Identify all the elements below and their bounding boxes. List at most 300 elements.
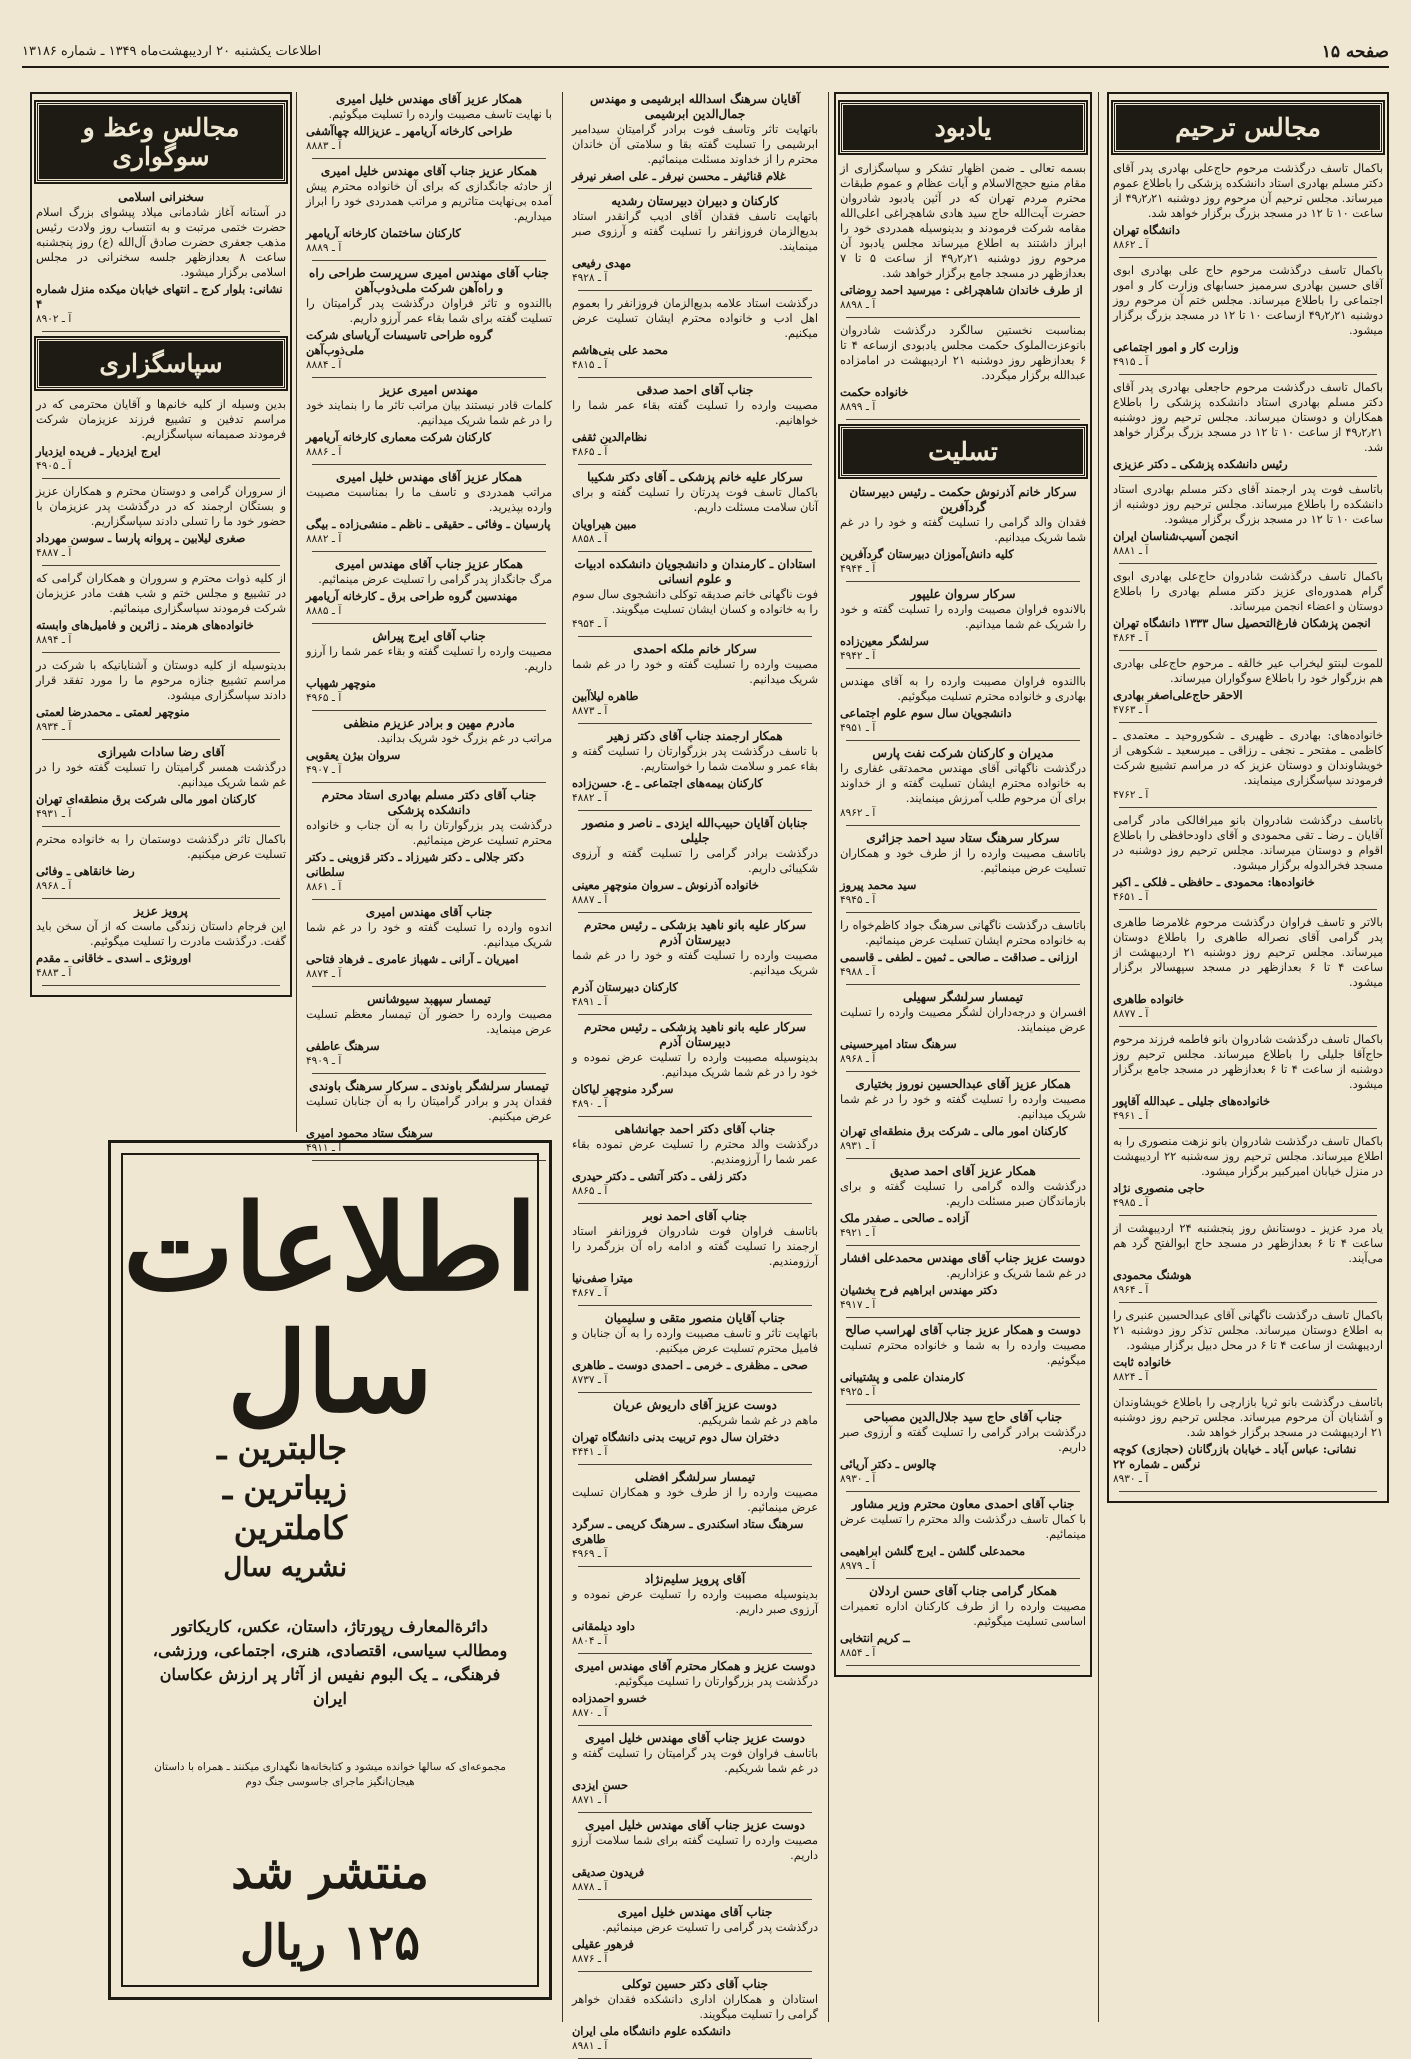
page-header [22, 40, 1389, 68]
notice-signature: فرهور عقیلی [572, 1937, 634, 1951]
notice-divider [846, 825, 1080, 826]
notice-body: مصیبت وارده را از طرف خود و همکاران تسلیت عرض مینمائیم. [572, 1486, 818, 1514]
notice-signature: داود دیلمقانی [572, 1619, 635, 1633]
notice-body: مصیبت وارده را تسلیت گفته برای شما سلامت آرزو داریم. [572, 1834, 818, 1862]
notice-code: آ ـ ۸۸۷۰ [572, 1707, 608, 1719]
notice-divider [578, 810, 812, 811]
notice-signature: حاجی منصوری نژاد [1113, 1181, 1205, 1195]
notice-code: آ ـ ۸۸۶۲ [1113, 239, 1149, 251]
notice-code: آ ـ ۸۹۳۱ [840, 1140, 876, 1152]
notice-item [572, 1398, 818, 1460]
notice-item [840, 990, 1086, 1067]
notice-addressee: همکار ارجمند جناب آقای دکتر زهیر [607, 729, 783, 743]
notice-addressee: سرکار علیه بانو ناهید پزشکی ـ رئیس محترم دبیرستان آذرم [583, 1020, 807, 1049]
notice-divider [578, 1653, 812, 1654]
notice-divider [1119, 563, 1377, 564]
notice-code: آ ـ ۸۸۷۱ [572, 1794, 608, 1806]
notice-addressee: پرویز عزیز [134, 904, 188, 918]
notice-signature: سرهنگ عاطفی [306, 1039, 380, 1053]
notice-divider [578, 551, 812, 552]
notice-body: باتهایت تاسف فقدان آقای ادیب گرانقدر استاد بدیع‌الزمان فروزانفر را تسلیت گفته و آرزوی صبر مینمایند. [572, 210, 818, 253]
notice-code: آ ـ ۴۹۴۲ [840, 650, 876, 662]
notice-body: باتاسف فراوان فوت پدر گرامیتان را تسلیت گفته و در غم شما شریکیم. [572, 1747, 818, 1775]
notice-body: با کمال تاسف درگذشت والد محترم را تسلیت عرض مینمائیم. [840, 1513, 1086, 1541]
notice-body: بمناسبت نخستین سالگرد درگذشت شادروان بانوعزت‌الملوک حکمت مجلس یادبودی ازساعه ۴ تا ۶ بعدازظهر روز دوشنبه ۲۱ اردیبهشت در امامزاده عبدالله برگزار میگردد. [840, 324, 1087, 382]
notice-code: آ ـ ۴۹۱۵ [1113, 356, 1149, 368]
notice-code: آ ـ ۸۸۷۸ [572, 1881, 608, 1893]
notice-body: مصیبت وارده را تسلیت گفته بقاء عمر شما را خواهانیم. [572, 399, 818, 427]
notice-body: مراتب همدردی و تاسف ما را بمناسبت مصیبت وارده بپذیرید. [306, 486, 552, 514]
notice-addressee: سرکار خانم ملکه احمدی [633, 642, 757, 656]
notice-body: باکمال تاسف فوت پدرتان را تسلیت گفته و برای آنان سلامت مسئلت داریم. [572, 486, 818, 514]
notice-divider [578, 377, 812, 378]
notice-divider [846, 1158, 1080, 1159]
notice-code: آ ـ ۴۹۲۸ [572, 272, 608, 284]
notice-signature: دکتر زلفی ـ دکتر آتشی ـ دکتر حیدری [572, 1169, 747, 1183]
notice-signature: طاهره لیلاآبین [572, 689, 639, 703]
notice-signature: منوچهر شهپاب [306, 676, 376, 690]
notice-body: کلمات قادر نیستند بیان مراتب تاثر ما را بنمایند خود را در غم شما شریک میدانیم. [306, 399, 552, 427]
notice-item [306, 92, 552, 154]
notice-divider [42, 898, 280, 899]
notice-signature: الاحقر حاج‌علی‌اصغر بهادری [1113, 688, 1243, 702]
notice-item [36, 904, 286, 981]
notice-body: باکمال تاسف درگذشت شادروان حاج‌علی بهادری ابوی گرام همدوره‌ای عزیز دکتر مسلم بهادری را باطلاع دوستان و اعضاء انجمن میرساند. [1113, 570, 1383, 613]
notice-divider [846, 317, 1080, 318]
notice-divider [1119, 1491, 1377, 1492]
notice-divider [846, 1491, 1080, 1492]
notice-item [572, 1659, 818, 1721]
notice-divider [1119, 909, 1377, 910]
notice-code: آ ـ ۸۸۸۳ [306, 140, 342, 152]
notice-body: مصیبت وارده را به شما و خانواده محترم تسلیت میگوئیم. [840, 1339, 1086, 1367]
notice-divider [578, 1116, 812, 1117]
notice-signature: رئیس دانشکده پزشکی ـ دکتر عزیزی [1113, 457, 1288, 471]
notice-body: مرگ جانگداز پدر گرامی را تسلیت عرض مینمائیم. [318, 573, 552, 586]
notice-signature: سرلشگر معین‌زاده [840, 634, 929, 648]
notice-item [572, 296, 818, 373]
notice-body: باتاسف درگذشت ناگهانی سرهنگ جواد کاظم‌خواه را به خانواده محترم ایشان تسلیت عرض مینمائیم. [840, 919, 1086, 947]
notice-divider [578, 1014, 812, 1015]
section-heading: مجالس وعظ و سوگواری [36, 102, 286, 182]
notice-item [572, 1020, 818, 1112]
notice-code: آ ـ ۸۹۰۲ [36, 313, 72, 325]
notice-signature: رضا خانقاهی ـ وفائی [36, 864, 135, 878]
notice-item [572, 1470, 818, 1562]
notice-addressee: آقای پرویز سلیم‌نژاد [644, 1572, 746, 1586]
notice-code: آ ـ ۸۸۷۷ [1113, 1008, 1149, 1020]
notice-code: آ ـ ۴۶۵۱ [1113, 891, 1149, 903]
notice-item [572, 470, 818, 547]
notice-body: استادان و همکاران اداری دانشکده فقدان خواهر گرامی را تسلیت میگویند. [572, 1993, 818, 2021]
notice-divider [578, 1566, 812, 1567]
notice-body: باتاسف مصیبت وارده را از طرف خود و همکاران تسلیت عرض مینمائیم. [840, 847, 1086, 875]
notice-addressee: آقایان سرهنگ اسدالله ابرشیمی و مهندس جمال‌الدین ابرشیمی [589, 92, 801, 121]
notice-divider [1119, 1302, 1377, 1303]
notice-divider [42, 985, 280, 986]
notice-code: آ ـ ۴۸۶۵ [572, 446, 608, 458]
notice-body: یاد مرد عزیز ـ دوستانش روز پنجشنبه ۲۴ اردیبهشت از ساعت ۴ تا ۶ بعدازظهر در مسجد حاج ابوالفتح گرد هم می‌آیند. [1113, 1222, 1383, 1265]
notice-addressee: مهندس امیری عزیز [379, 383, 479, 397]
notice-item [840, 674, 1086, 736]
notice-signature: سروان بیژن یعقوبی [306, 748, 401, 762]
notice-divider [42, 478, 280, 479]
notice-divider [1119, 476, 1377, 477]
notice-item [840, 918, 1086, 980]
notice-signature: صحی ـ مظفری ـ خرمی ـ احمدی دوست ـ طاهری [572, 1358, 808, 1372]
notice-body: بدین وسیله از کلیه خانم‌ها و آقایان محترمی که در مراسم تدفین و تشییع فرزند عزیزمان شرکت فرمودند صمیمانه سپاسگزاریم. [36, 398, 286, 441]
notice-addressee: جنابان آقایان حبیب‌الله ایزدی ـ ناصر و منصور جلیلی [582, 816, 808, 845]
advert-description: دائرةالمعارف رپورتاژ، داستان، عکس، کاریکاتور ومطالب سیاسی، اقتصادی، هنری، اجتماعی، ورزشی، فرهنگی، ـ یک‌ البوم نفیس از آثار پر ارزش عکاسان ایران [152, 1617, 508, 1708]
notice-item [1113, 813, 1383, 905]
advert-small-print: مجموعه‌ای که سالها خوانده میشود و کتابخانه‌ها نگهداری میکنند ـ همراه با داستان هیجان‌انگیز ماجرای جاسوسی جنگ دوم [154, 1761, 506, 1788]
notice-body: افسران و درجه‌داران لشگر مصیبت وارده را تسلیت عرض مینمایند. [840, 1006, 1086, 1034]
notice-signature: خانواده حکمت [840, 385, 909, 399]
notice-signature: انجمن پزشکان فارغ‌التحصیل سال ۱۳۳۳ دانشگاه تهران [1113, 616, 1371, 630]
notice-body: مصیبت وارده را تسلیت گفته و خود را در غم شما شریک میدانیم. [840, 1093, 1086, 1121]
notice-divider [1119, 374, 1377, 375]
notice-signature: کلیه دانش‌آموزان دبیرستان گردآفرین [840, 547, 1014, 561]
notice-addressee: دوست و همکار عزیز جناب آقای لهراسب صالح [845, 1323, 1081, 1337]
notice-item [1113, 656, 1383, 718]
notice-body: باکمال تاسف درگذشت مرحوم حاج‌علی بهادری پدر آقای دکتر مسلم بهادری استاد دانشکده پزشکی را باطلاع عموم میرساند. مجلس ترحیم آن مرحوم روز دوشنبه ۴۹٫۲٫۲۱ از ساعت ۱۰ تا ۱۲ در مسجد بزرگ برگزار خواهد شد. [1113, 162, 1383, 220]
notice-divider [1119, 807, 1377, 808]
section-box [30, 92, 292, 997]
notice-signature: غلام قنائیفر ـ محسن نیرفر ـ علی اصغر نیرفر [572, 169, 786, 183]
notice-addressee: تیمسار سرلشگر افضلی [634, 1470, 756, 1484]
notice-addressee: جناب آقای دکتر حسین توکلی [621, 1977, 769, 1991]
notice-code: آ ـ ۸۸۸۹ [306, 242, 342, 254]
notice-code: آ ـ ۸۸۸۲ [306, 533, 342, 545]
notice-divider [312, 158, 546, 159]
notice-code: آ ـ ۸۹۶۸ [36, 880, 72, 892]
notice-divider [312, 710, 546, 711]
notice-code: آ ـ ۴۹۵۴ [572, 618, 608, 630]
notice-divider [312, 1073, 546, 1074]
notice-divider [578, 912, 812, 913]
notice-item [1113, 728, 1383, 803]
notice-body: باکمال تاسف درگذشت شادروان بانو فاطمه فرزند مرحوم حاج‌آقا جلیلی را باطلاع میرساند. مجلس ترحیم روز دوشنبه از ساعت ۴ تا ۶ بعدازظهر در مسجد جامع برگزار میشود. [1113, 1033, 1383, 1091]
notice-addressee: جناب آقای دکتر احمد جهانشاهی [614, 1122, 776, 1136]
notice-item [36, 190, 286, 327]
notice-signature: دانشگاه تهران [1113, 223, 1180, 237]
notice-code: آ ـ ۴۹۰۷ [306, 764, 342, 776]
notice-item [306, 383, 552, 460]
notice-divider [846, 1245, 1080, 1246]
notice-addressee: همکار عزیز آقای مهندس خلیل امیری [335, 92, 523, 106]
notice-item [572, 918, 818, 1010]
notice-signature: سرهنگ ستاد محمود امیری [306, 1126, 433, 1140]
notice-code: آ ـ ۴۷۶۲ [1113, 789, 1149, 801]
notice-divider [42, 739, 280, 740]
advert-published: منتشر شد [231, 1845, 429, 1899]
notice-item [572, 1122, 818, 1199]
notice-body: در آستانه آغاز شادمانی میلاد پیشوای بزرگ اسلام حضرت ختمی مرتبت و به انتساب روز ولادت رئیس مذهب جعفری حضرت صادق آل‌الله (ع) روز پنجشنبه ساعت ۸ بعدازظهر جلسه سخنرانی در مجلس اسلامی برگزار میشود. [36, 206, 286, 279]
advert-tagline-3: کاملترین [233, 1509, 347, 1547]
notice-addressee: جناب آقای مهندس خلیل امیری [617, 1905, 773, 1919]
notice-body: للموت لبنتو لیخراب عیر خالقه ـ مرحوم حاج‌علی بهادری هم بزرگوار خود را باطلاع سوگواران میرساند. [1113, 657, 1383, 685]
notice-divider [846, 1665, 1080, 1666]
notice-item [306, 266, 552, 373]
notice-item [572, 1977, 818, 2054]
notice-code: آ ـ ۸۸۷۴ [306, 968, 342, 980]
notice-signature: محمدعلی گلشن ـ ایرج گلشن ابراهیمی [840, 1544, 1026, 1558]
notice-body: باالندوه فراوان مصیبت وارده را به آقای مهندس بهادری و خانواده محترم تسلیت میگوئیم. [840, 675, 1086, 703]
notice-signature: خسرو احمدزاده [572, 1691, 647, 1705]
notice-signature: دکتر مهندس ابراهیم فرح بخشیان [840, 1283, 998, 1297]
notice-body: باکمال تاسف درگذشت مرحوم حاجعلی بهادری پدر آقای دکتر مسلم بهادری استاد دانشکده پزشکی را باطلاع همکاران و دوستان میرساند. مجلس ترحیم روز دوشنبه ۴۹٫۲٫۲۱ از ساعت ۱۰ تا ۱۲ در مسجد بزرگ برگزار خواهد شد. [1113, 381, 1383, 454]
notice-body: فقدان والد گرامی را تسلیت گفته و خود را در غم شما شریک میدانیم. [840, 516, 1086, 544]
notice-divider [846, 419, 1080, 420]
notice-divider [846, 984, 1080, 985]
notice-signature: کارکنان ساختمان کارخانه آریامهر [306, 226, 461, 240]
advert-price: ۱۲۵ ریال [239, 1915, 421, 1971]
notice-body: مصیبت وارده را تسلیت گفته و بقاء عمر شما را آرزو داریم. [306, 645, 552, 673]
notice-item [36, 571, 286, 648]
notice-signature: مهندسین گروه طراحی برق ـ کارخانه آریامهر [306, 589, 518, 603]
notice-code: آ ـ ۸۸۸۷ [572, 894, 608, 906]
notice-divider [1119, 1215, 1377, 1216]
notice-body: بدینوسیله مصیبت وارده را تسلیت عرض نموده و خود را در غم شما شریک میدانیم. [572, 1051, 818, 1079]
notice-item [1113, 915, 1383, 1022]
notice-signature: کارکنان دبیرستان آذرم [572, 980, 678, 994]
notice-signature: کارکنان شرکت معماری کارخانه آریامهر [306, 430, 492, 444]
notice-addressee: دوست عزیز جناب آقای مهندس محمدعلی افشار [840, 1251, 1086, 1265]
notice-body: باتاسف درگذشت شادروان بانو میرافالکی مادر گرامی آقایان ـ رضا ـ تقی محمودی و آقای داودحافظی را باطلاع اقوام و دوستان میرساند. مجلس ترحیم روز دوشنبه در مسجد فخرالدوله برگزار میشود. [1113, 814, 1383, 872]
notice-addressee: سرکار خانم آذرنوش حکمت ـ رئیس دبیرستان گردآفرین [849, 485, 1077, 514]
notice-code: آ ـ ۴۸۱۵ [572, 359, 608, 371]
newspaper-dateline: اطلاعات یکشنبه ۲۰ اردیبهشت‌ماه ۱۳۴۹ ـ شماره ۱۳۱۸۶ [22, 44, 322, 59]
notice-addressee: جناب آقای دکتر مسلم بهادری استاد محترم دانشکده پزشکی [321, 788, 537, 817]
notice-addressee: همکار عزیز آقای عبدالحسین نوروز بختیاری [855, 1077, 1071, 1091]
notice-body: باتاسف فراوان فوت شادروان فروزانفر استاد ارجمند را تسلیت گفته و ادامه راه آن بزرگمرد را آرزومندیم. [572, 1225, 818, 1268]
notice-body: ماهم در غم شما شریکیم. [697, 1414, 818, 1427]
notice-divider [578, 464, 812, 465]
notice-divider [1119, 1128, 1377, 1129]
notice-addressee: تیمسار سرلشگر سهیلی [903, 990, 1023, 1004]
notice-code: آ ـ ۴۸۶۴ [1113, 632, 1149, 644]
notice-item [840, 1323, 1086, 1400]
notice-body: مصیبت وارده را از طرف کارکنان اداره تعمیرات اساسی تسلیت میگوئیم. [840, 1600, 1086, 1628]
notice-code: آ ـ ۴۹۰۵ [36, 460, 72, 472]
notice-divider [578, 1392, 812, 1393]
notice-addressee: سرکار علیه خانم پزشکی ـ آقای دکتر شکیبا [587, 470, 803, 484]
notice-item [306, 905, 552, 982]
column-memorial-condolence [834, 92, 1092, 2022]
notice-code: آ ـ ۴۸۸۳ [36, 967, 72, 979]
notice-signature: خانواده‌های هرمند ـ زائرین و فامیل‌های وابسته [36, 618, 254, 632]
notice-signature: منوچهر لعمتی ـ محمدرضا لعمتی [36, 705, 190, 719]
section-box [1107, 92, 1389, 1503]
notice-item [840, 1584, 1086, 1661]
notice-body: باکمال تاسف درگذشت مرحوم حاج علی بهادری ابوی آقای حسین بهادری سرممیز حسابهای وزارت کار و امور اجتماعی را باطلاع میرساند. مجلس ختم آن مرحوم روز دوشنبه ۴۹٫۲٫۲۱ ازساعت ۱۰ تا ۱۲ در مسجد بزرگ برگزار میشود. [1113, 264, 1383, 337]
notice-code: آ ـ ۸۷۳۷ [572, 1374, 608, 1386]
notice-code: آ ـ ۸۸۸۱ [1113, 545, 1149, 557]
notice-addressee: سرکار سرهنگ ستاد سید احمد جزائری [866, 831, 1060, 845]
notice-code: آ ـ ۸۹۳۰ [840, 1473, 876, 1485]
notice-code: آ ـ ۸۹۳۴ [36, 721, 72, 733]
notice-code: آ ـ ۴۸۹۱ [572, 996, 608, 1008]
notice-item [840, 323, 1086, 415]
notice-body: خانواده‌های: بهادری ـ ظهیری ـ شکوروحید ـ معتمدی ـ کاظمی ـ مفتحر ـ نجفی ـ رزاقی ـ میرسعید ـ شکوهی از خویشاوندان و دوستان عزیز که در مراسم تشییع شرکت فرمودند سپاسگزاری مینمایند. [1113, 729, 1383, 787]
notice-item [306, 992, 552, 1069]
notice-body: درگذشت همسر گرامیتان را تسلیت گفته خود را در غم شما شریک میدانیم. [36, 761, 286, 789]
notice-body: باتهایت تاثر وتاسف فوت برادر گرامیتان سیدامیر ابرشیمی را تسلیت گفته بقا و سلامتی آن خاندان محترم را از خداوند مسئلت مینمائیم. [572, 123, 818, 166]
notice-signature: مبین هیراویان [572, 517, 637, 531]
notice-addressee: سرکار سروان علیپور [910, 587, 1016, 601]
notice-body: درگذشت والد محترم را تسلیت عرض نموده بقاء عمر شما را آرزومندیم. [572, 1138, 818, 1166]
notice-addressee: جناب آقای احمد صدقی [636, 383, 754, 397]
notice-body: مصیبت وارده را حضور آن تیمسار معظم تسلیت عرض مینماید. [306, 1008, 552, 1036]
notice-item [306, 788, 552, 895]
notice-item [572, 1572, 818, 1649]
notice-signature: محمد علی بنی‌هاشم [572, 343, 668, 357]
notice-item [572, 1731, 818, 1808]
notice-divider [1119, 1389, 1377, 1390]
notice-signature: آزاده ـ صالحی ـ صفدر ملک [840, 1211, 969, 1225]
notice-signature: سرگرد منوچهر لیاکان [572, 1082, 674, 1096]
notice-body: درگذشت استاد علامه بدیع‌الزمان فروزانفر را بعموم اهل ادب و خانواده محترم ایشان تسلیت عرض میکنیم. [572, 297, 818, 340]
notice-item [840, 1497, 1086, 1574]
notice-divider [578, 1899, 812, 1900]
notice-item [36, 658, 286, 735]
notice-addressee: جناب آقایان منصور متقی و سلیمیان [604, 1311, 786, 1325]
notice-addressee: دوست عزیز جناب آقای مهندس خلیل امیری [585, 1731, 805, 1745]
notice-body: اندوه وارده را تسلیت گفته و خود را در غم شما شریک میدانیم. [306, 921, 552, 949]
notice-item [36, 745, 286, 822]
notice-item [572, 816, 818, 908]
notice-body: با تاسف درگذشت پدر بزرگوارتان را تسلیت گفته و بقاء عمر و سلامت شما را خواستاریم. [572, 745, 818, 773]
notice-code: آ ـ ۴۹۶۹ [572, 1548, 608, 1560]
notice-code: آ ـ ۴۸۸۷ [36, 547, 72, 559]
notice-divider [578, 636, 812, 637]
notice-addressee: آقای رضا سادات شیرازی [97, 745, 225, 759]
notice-code: آ ـ ۸۹۶۸ [840, 1053, 876, 1065]
notice-item [1113, 161, 1383, 253]
notice-addressee: جناب آقای احمد نوبر [642, 1209, 748, 1223]
notice-divider [312, 986, 546, 987]
notice-code: آ ـ ۸۸۲۴ [1113, 1371, 1149, 1383]
notice-code: آ ـ ۴۹۵۱ [840, 722, 876, 734]
notice-item [572, 1905, 818, 1967]
notice-divider [578, 1971, 812, 1972]
notice-addressee: دوست عزیز آقای داریوش عریان [613, 1398, 777, 1412]
notice-signature: امیریان ـ آرانی ـ شهباز عامری ـ فرهاد فتاحی [306, 952, 519, 966]
notice-code: آ ـ ۴۴۴۱ [572, 1446, 608, 1458]
notice-item [1113, 1395, 1383, 1487]
notice-divider [846, 1404, 1080, 1405]
notice-code: آ ـ ۸۹۸۱ [572, 2040, 608, 2052]
section-box [834, 92, 1092, 1677]
notice-body: فوت ناگهانی خانم صدیقه توکلی دانشجوی سال سوم را به خانواده و کسان ایشان تسلیت میگویند. [572, 588, 818, 616]
notice-body: در غم شما شریک و عزاداریم. [946, 1267, 1086, 1280]
notice-divider [578, 1305, 812, 1306]
notice-body: درگذشت برادر گرامی را تسلیت گفته و آرزوی صبر داریم. [840, 1426, 1086, 1454]
notice-code: آ ـ ۸۹۶۲ [840, 807, 876, 819]
notice-item [306, 470, 552, 547]
notice-addressee: همکار عزیز آقای مهندس خلیل امیری [335, 470, 523, 484]
notice-signature: وزارت کار و امور اجتماعی [1113, 340, 1239, 354]
advert-title-word1: اطلاعات [123, 1178, 538, 1317]
notice-body: باکمال تاثر درگذشت دوستمان را به خانواده محترم تسلیت عرض میکنیم. [36, 833, 286, 861]
notice-divider [1119, 722, 1377, 723]
notice-body: درگذشت برادر گرامی را تسلیت گفته و آرزوی شکیبائی داریم. [572, 847, 818, 875]
notice-addressee: همکار گرامی جناب آقای حسن اردلان [869, 1584, 1057, 1598]
notice-signature: سرهنگ ستاد امیرحسینی [840, 1037, 957, 1051]
notice-divider [1119, 1026, 1377, 1027]
notice-addressee: مدیران و کارکنان شرکت نفت پارس [872, 746, 1054, 760]
notice-code: آ ـ ۸۸۹۸ [840, 299, 876, 311]
notice-divider [846, 581, 1080, 582]
notice-item [306, 164, 552, 256]
notice-item [572, 1209, 818, 1301]
notice-addressee: سرکار علیه بانو ناهید بزشکی ـ رئیس محترم دبیرستان آذرم [583, 918, 807, 947]
notice-body: باکمال تاسف درگذشت شادروان بانو نزهت منصوری را به اطلاع میرساند. مجلس ترحیم روز سه‌شنبه ۲۲ اردیبهشت در منزل خیابان امیرکبیر برگزار میشود. [1113, 1135, 1383, 1178]
notice-code: آ ـ ۸۸۶۵ [572, 1185, 608, 1197]
notice-signature: ارزانی ـ صداقت ـ صالحی ـ ثمین ـ لطفی ـ قاسمی [840, 950, 1078, 964]
advert-tagline-4: نشریه سال [223, 1553, 347, 1583]
notice-signature: نظام‌الدین ثقفی [572, 430, 648, 444]
notice-divider [312, 782, 546, 783]
notice-signature: کارمندان علمی و پشتیبانی [840, 1370, 965, 1384]
notice-body: درگذشت والده گرامی را تسلیت گفته و برای بازماندگان صبر مسئلت داریم. [840, 1180, 1086, 1208]
notice-code: آ ـ ۴۸۹۰ [572, 1098, 608, 1110]
notice-signature: خانواده‌های جلیلی ـ عبدالله آقاپور [1113, 1094, 1270, 1108]
notice-signature: صغری لیلابین ـ پروانه پارسا ـ سوسن مهرداد [36, 531, 246, 545]
notice-code: آ ـ ۴۹۱۷ [840, 1299, 876, 1311]
notice-signature: نشانی: عباس آباد ـ خیابان بازرگانان (حجازی) کوچه نرگس ـ شماره ۲۲ [1113, 1442, 1357, 1471]
notice-body: باالندوه و تاثر فراوان درگذشت پدر گرامیتان را تسلیت گفته برای شما بقاء عمر آرزو داریم. [306, 297, 552, 325]
notice-signature: چالوس ـ دکتر آریائی [840, 1457, 937, 1471]
notice-signature: دانشکده علوم دانشگاه ملی ایران [572, 2024, 731, 2038]
notice-divider [578, 1203, 812, 1204]
notice-item [306, 716, 552, 778]
notice-item [840, 1077, 1086, 1154]
notice-item [840, 485, 1086, 577]
notice-divider [42, 565, 280, 566]
notice-divider [578, 1812, 812, 1813]
notice-item [572, 383, 818, 460]
notice-item [1113, 1134, 1383, 1211]
notice-signature: ــ کریم انتخابی [840, 1631, 910, 1645]
notice-body: درگذشت پدر گرامی را تسلیت عرض مینمائیم. [602, 1921, 818, 1934]
notice-code: آ ـ ۸۸۹۹ [840, 401, 876, 413]
notice-body: درگذشت پدر بزرگوارتان را به آن جناب و خانواده محترم تسلیت عرض مینمائیم. [306, 819, 552, 847]
notice-code: آ ـ ۴۹۶۵ [306, 692, 342, 704]
notice-signature: فریدون صدیقی [572, 1865, 645, 1879]
notice-divider [846, 1071, 1080, 1072]
notice-addressee: سخنرانی اسلامی [118, 190, 204, 204]
notice-item [572, 729, 818, 806]
notice-addressee: همکار عزیز آقای احمد صدیق [890, 1164, 1036, 1178]
notice-item [306, 557, 552, 619]
notice-signature: کارکنان بیمه‌های اجتماعی ـ ع. حسن‌زاده [572, 776, 763, 790]
notice-addressee: تیمسار سپهبد سیوشانس [367, 992, 491, 1006]
notice-body: از سروران گرامی و دوستان محترم و همکاران عزیز و بستگان ارجمند که در درگذشت پدر عزیزمان با حضور خود ما را تسلی دادند سپاسگزاریم. [36, 485, 286, 528]
notice-divider [578, 1725, 812, 1726]
notice-item [840, 1251, 1086, 1313]
notice-item [1113, 1221, 1383, 1298]
notice-divider [578, 1464, 812, 1465]
notice-item [1113, 263, 1383, 370]
notice-addressee: مادرم مهین و برادر عزیزم منظفی [343, 716, 515, 730]
notice-body: درگذشت پدر بزرگوارتان را تسلیت میگوئیم. [614, 1675, 818, 1688]
notice-divider [312, 260, 546, 261]
notice-code: آ ـ ۸۸۸۵ [306, 605, 342, 617]
notice-item [36, 484, 286, 561]
notice-code: آ ـ ۸۸۰۴ [572, 1635, 608, 1647]
notice-body: باتاسف درگذشت بانو ثریا بازارچی را باطلاع خویشاوندان و آشنایان آن مرحوم میرساند. مجلس ترحیم روز دوشنبه ۲۱ اردیبهشت در مسجد برگزار خواهد شد. [1113, 1396, 1383, 1439]
